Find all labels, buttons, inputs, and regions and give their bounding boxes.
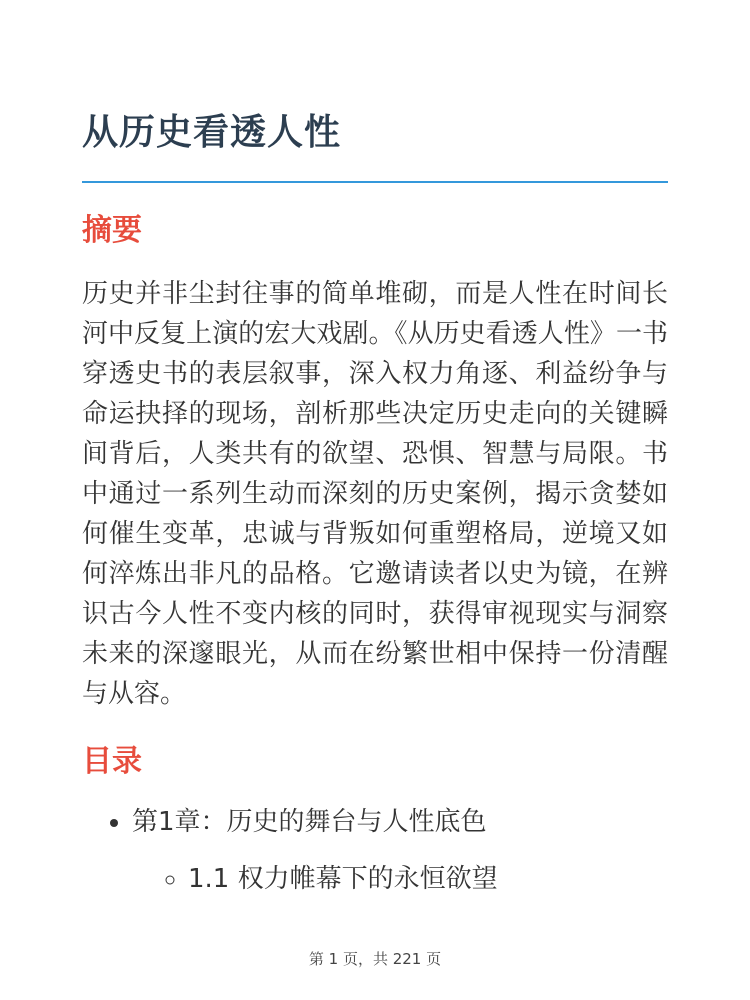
abstract-heading: 摘要 (82, 212, 142, 248)
abstract-body: 历史并非尘封往事的简单堆砌，而是人性在时间长河中反复上演的宏大戏剧。《从历史看透人性》一书穿透史书的表层叙事，深入权力角逐、利益纷争与命运抉择的现场，剖析那些决定历史走向的关键瞬间背后，人类共有的欲望、恐惧、智慧与局限。书中通过一系列生动而深刻的历史案例，揭示贪婪如何催生变革，忠诚与背叛如何重塑格局，逆境又如何淬炼出非凡的品格。它邀请读者以史为镜，在辨识古今人性不变内核的同时，获得审视现实与洞察未来的深邃眼光，从而在纷繁世相中保持一份清醒与从容。 (82, 278, 668, 709)
toc-section-label: 1.1 权力帷幕下的永恒欲望 (188, 863, 498, 894)
toc-chapter-label: 第1章：历史的舞台与人性底色 (132, 806, 487, 837)
toc-chapter-item (132, 802, 668, 899)
toc-list (82, 802, 668, 899)
page-number-indicator: 第 1 页，共 221 页 (308, 950, 442, 968)
title-divider (82, 181, 668, 183)
toc-section-item (188, 859, 668, 899)
toc-heading: 目录 (82, 743, 142, 779)
document-title: 从历史看透人性 (82, 112, 342, 153)
toc-sublist (132, 859, 668, 899)
